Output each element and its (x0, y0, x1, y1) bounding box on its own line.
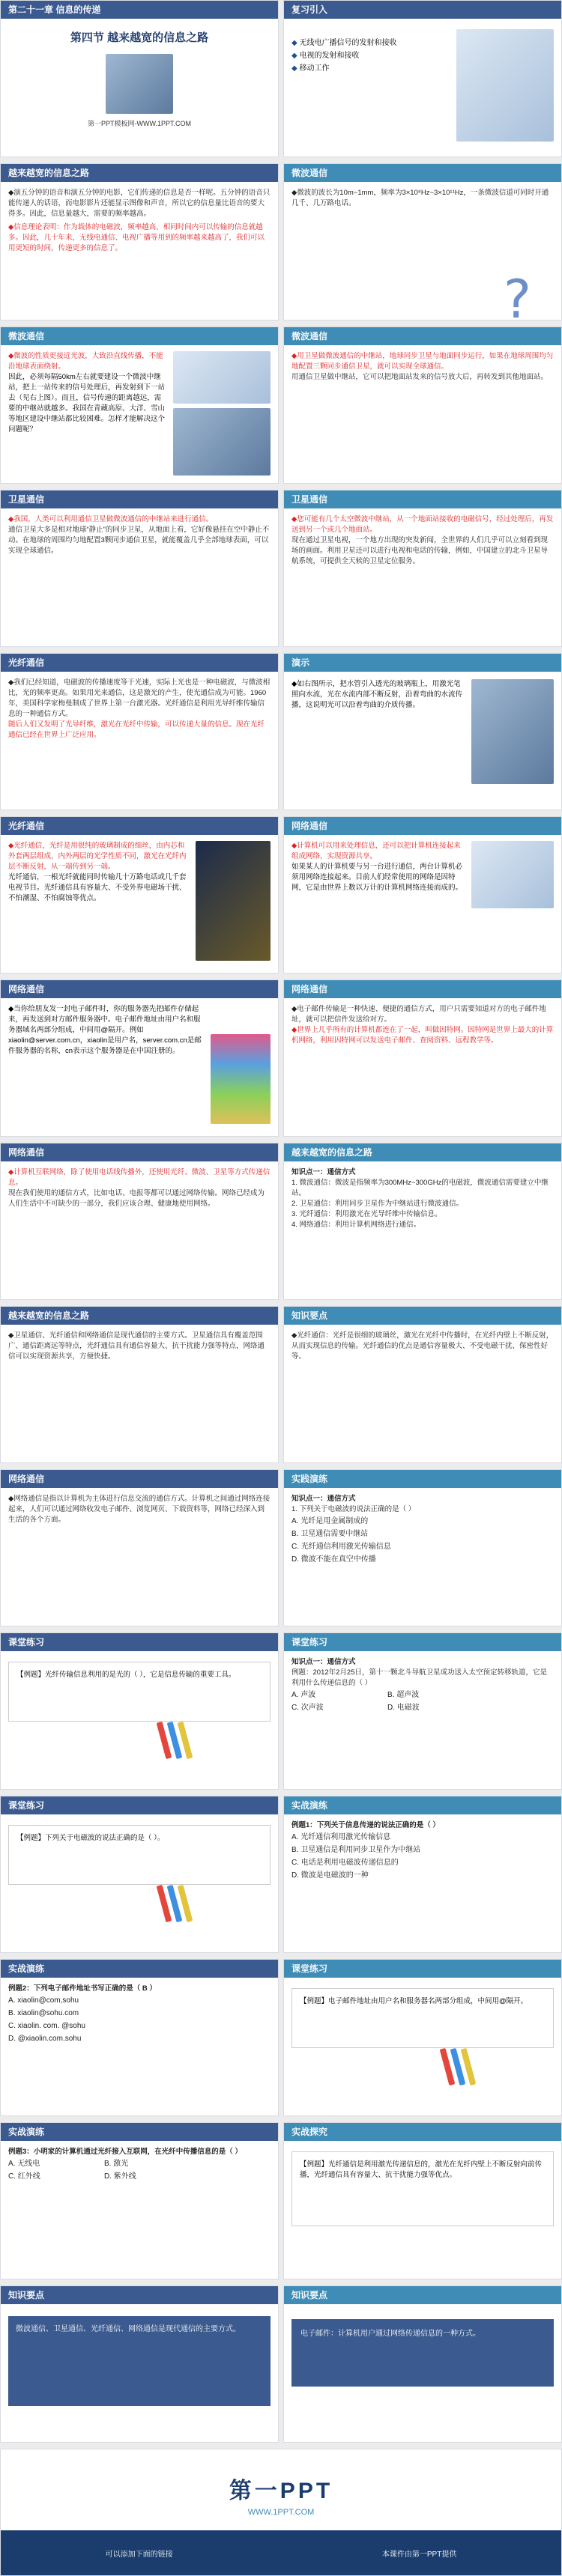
cover-image (106, 54, 173, 114)
paragraph: 用通信卫星做中继站，它可以把地面站发来的信号放大后，再转发到其他地面站。 (291, 373, 549, 381)
network-image (471, 841, 554, 908)
slide-header: 卫星通信 (1, 490, 278, 508)
highlight-paragraph: 随后人们又发明了光导纤维，激光在光纤中传输，可以传递大量的信息。现在光纤通信已经在世界上广泛应用。 (8, 720, 265, 739)
section-title: 知识点一：通信方式 (291, 1658, 356, 1666)
slide-header: 微波通信 (284, 164, 561, 182)
review-item: ◆ 电视的发射和接收 (291, 49, 450, 62)
slide-header: 网络通信 (1, 1470, 278, 1488)
summary-box (8, 2316, 271, 2406)
option: C. 电话是利用电磁波传递信息的 (291, 1859, 399, 1867)
slide-17 (0, 1306, 279, 1463)
option: A. 光纤是用金属制成的 (291, 1517, 369, 1525)
slide-9 (0, 653, 279, 810)
slide-24 (283, 1796, 562, 1953)
question: 例题：2012年2月25日，第十一颗北斗导航卫星成功送入太空预定转移轨道，它是利用什么传递信息的（ ） (291, 1668, 547, 1687)
paragraph: 微波通信、卫星通信、光纤通信、网络通信是现代通信的主要方式。 (16, 2325, 241, 2333)
slide-header: 光纤通信 (1, 817, 278, 835)
highlight-paragraph: ◆计算机可以用来处理信息，还可以把计算机连接起来组成网络，实现资源共享。 (291, 842, 461, 860)
satellite-image (456, 29, 554, 142)
exercise-card (291, 2151, 554, 2226)
exercise-card (8, 1825, 271, 1885)
review-item: ◆ 移动工作 (291, 62, 450, 75)
slide-header: 实战演练 (1, 1960, 278, 1978)
paragraph: ◆如右图所示，把水管引入透光的玻璃瓶上，用激光笔照向水流，光在水流内部不断反射，沿着弯曲的水流传播，这说明光可以沿着弯曲的介质传播。 (291, 680, 463, 709)
slide-header: 知识要点 (284, 1307, 561, 1325)
slide-header: 实践演练 (284, 1470, 561, 1488)
brand-url: WWW.1PPT.COM (247, 2508, 315, 2517)
relay-tower-image (173, 408, 271, 476)
paragraph: 【例题】光纤通信是利用激光传递信息的，激光在光纤内壁上不断反射向前传播，光纤通信具有容量大、抗干扰能力强等优点。 (300, 2160, 543, 2179)
option: C. 光纤通信利用激光传输信息 (291, 1543, 391, 1551)
slide-header: 实战演练 (1, 2123, 278, 2141)
optical-fiber-image (196, 841, 271, 961)
relay-station-image (173, 351, 271, 404)
slide-header: 卫星通信 (284, 490, 561, 508)
option: B. 卫星通信是利用同步卫星作为中继站 (291, 1846, 421, 1854)
slide-7 (0, 490, 279, 647)
option: D. @xiaolin.com.sohu (8, 2035, 82, 2043)
slide-header: 实战探究 (284, 2123, 561, 2141)
slide-header: 演示 (284, 654, 561, 672)
highlight-paragraph: ◆计算机互联网络，除了使用电话线传播外，还使用光纤、微波、卫星等方式传递信息。 (8, 1168, 271, 1187)
slide-30 (283, 2285, 562, 2443)
slide-25 (0, 1959, 279, 2116)
option: C. xiaolin. com. @sohu (8, 2022, 85, 2030)
exercise-card (291, 1988, 554, 2048)
paragraph: 【例题】光纤传输信息利用的是光的（ ），它是信息传输的重要工具。 (16, 1671, 236, 1679)
slide-3 (0, 163, 279, 321)
paragraph: 因此，必须每隔50km左右就要建设一个微波中继站，把上一站传来的信号处理后，再发射到下一站去（见右上图）。而且，信号传递的距离越远，需要的中继站就越多。我国在青藏高原、大洋、雪山等地区建设中继站都比较困难。怎样才能解决这个问题呢？ (8, 373, 166, 434)
books-image (211, 1034, 271, 1124)
option: C. 红外线 (8, 2172, 40, 2181)
slide-14 (283, 979, 562, 1137)
slide-26 (283, 1959, 562, 2116)
site-label: 第一PPT模板网-WWW.1PPT.COM (88, 120, 191, 127)
slide-header: 越来越宽的信息之路 (1, 1307, 278, 1325)
question: 例题3：小明家的计算机通过光纤接入互联网，在光纤中传播信息的是（ ） (8, 2148, 242, 2156)
footer-left[interactable]: 可以添加下面的链接 (105, 2550, 173, 2559)
paragraph: 光纤通信，一根光纤就能同时传输几十万路电话或几千套电视节目。光纤通信具有容量大、不受外界电磁场干扰、不怕潮湿、不怕腐蚀等优点。 (8, 873, 187, 902)
slide-28 (283, 2122, 562, 2279)
slide-header: 光纤通信 (1, 654, 278, 672)
slide-header: 网络通信 (1, 1143, 278, 1161)
slide-header: 课堂练习 (284, 1960, 561, 1978)
slide-header: 越来越宽的信息之路 (1, 164, 278, 182)
slide-2 (283, 0, 562, 157)
option: B. 激光 (104, 2160, 129, 2168)
demo-image (471, 679, 554, 784)
paragraph: ◆光纤通信：光纤是很细的玻璃丝，激光在光纤中传播时，在光纤内壁上不断反射，从而实现信息的传输。光纤通信的优点是通信容量极大、不受电磁干扰、保密性好等。 (291, 1331, 554, 1361)
section-title: 知识点一：通信方式 (291, 1495, 356, 1503)
slide-29 (0, 2285, 279, 2443)
paragraph: ◆卫星通信、光纤通信和网络通信是现代通信的主要方式。卫星通信具有覆盖范围广、通信距离远等特点，光纤通信具有通信容量大、抗干扰能力强等特点，网络通信可以实现资源共享，方便快捷。 (8, 1331, 265, 1361)
pencils-decoration (444, 2048, 471, 2086)
option: D. 微波不能在真空中传播 (291, 1555, 376, 1564)
option: C. 次声波 (291, 1704, 324, 1712)
option: A. xiaolin@com,sohu (8, 1996, 79, 2005)
slide-19 (0, 1469, 279, 1626)
highlight-paragraph: ◆用卫星做微波通信的中继站，地球同步卫星与地面同步运行，如果在地球周围均匀地配置三颗同步通信卫星，就可以实现全球通信。 (291, 352, 554, 371)
option: A. 无线电 (8, 2160, 40, 2168)
slide-16 (283, 1143, 562, 1300)
question: 例题1：下列关于信息传递的说法正确的是（ ） (291, 1821, 440, 1829)
pencils-decoration (161, 1722, 188, 1759)
question: 例题2：下列电子邮件地址书写正确的是（ B ） (8, 1984, 157, 1993)
slide-20 (283, 1469, 562, 1626)
paragraph: 1. 微波通信：微波是指频率为300MHz~300GHz的电磁波，微波通信需要建立中继站。 2. 卫星通信：利用同步卫星作为中继站进行微波通信。 3. 光纤通信：利用激光在光导纤维中传输信息。 4. 网络通信：利用计算机网络进行通信。 (291, 1179, 549, 1229)
slide-15 (0, 1143, 279, 1300)
option: D. 电磁波 (387, 1704, 420, 1712)
slide-18 (283, 1306, 562, 1463)
question: 1. 下列关于电磁波的说法正确的是（ ） (291, 1505, 416, 1513)
paragraph: 现在我们使用的通信方式，比如电话、电报等都可以通过网络传输。网络已经成为人们生活中不可缺少的一部分，我们应该合理、健康地使用网络。 (8, 1189, 265, 1208)
question-mark-icon: ? (503, 269, 531, 321)
paragraph: 【例题】电子邮件地址由用户名和服务器名两部分组成，中间用@隔开。 (300, 1997, 528, 2005)
slide-4 (283, 163, 562, 321)
review-item: ◆ 无线电广播信号的发射和接收 (291, 37, 450, 49)
option: B. 卫星通信需要中继站 (291, 1530, 369, 1538)
slide-header: 第二十一章 信息的传递 (1, 1, 278, 19)
slide-6 (283, 326, 562, 484)
highlight-paragraph: ◆您可能有几个太空微波中继站，从一个地面站接收的电磁信号，经过处理后，再发送到另一个或几个地面站。 (291, 515, 554, 534)
slide-1 (0, 0, 279, 157)
slide-header: 课堂练习 (1, 1796, 278, 1814)
slide-13 (0, 979, 279, 1137)
option: A. 声波 (291, 1691, 316, 1699)
paragraph: ◆当你给朋友发一封电子邮件时，你的服务器先把邮件存储起来，再发送到对方邮件服务器中。电子邮件地址由用户名和服务器域名两部分组成，中间用@隔开。例如xiaolin@server.com.cn，xiaolin是用户名，server.com.cn是邮件服务器的名称，cn表示这个服务器是在中国注册的。 (8, 1005, 202, 1055)
slide-header: 课堂练习 (284, 1633, 561, 1651)
summary-box (291, 2319, 554, 2387)
paragraph: 通信卫星大多是相对地球“静止”的同步卫星，从地面上看，它好像悬挂在空中静止不动。在地球的周围均匀地配置3颗同步通信卫星，就能覆盖几乎全部地球表面，可以实现全球通信。 (8, 526, 270, 555)
slide-header: 网络通信 (1, 980, 278, 998)
paragraph: 电子邮件：计算机用户通过网络传递信息的一种方式。 (300, 2330, 480, 2338)
highlight-paragraph: ◆世界上几乎所有的计算机都连在了一起，叫做因特网。因特网是世界上最大的计算机网络，利用因特网可以发送电子邮件、查阅资料、远程教学等。 (291, 1026, 554, 1045)
slide-header: 知识要点 (1, 2286, 278, 2304)
option: B. 超声波 (387, 1691, 420, 1699)
slide-header: 课堂练习 (1, 1633, 278, 1651)
slide-23 (0, 1796, 279, 1953)
highlight-paragraph: ◆我国，人类可以利用通信卫星做微波通信的中继站来进行通信。 (8, 515, 214, 523)
footer-right[interactable]: 本课件由第一PPT提供 (381, 2550, 457, 2559)
slide-10 (283, 653, 562, 810)
slide-21 (0, 1632, 279, 1790)
paragraph: ◆演五分钟的语音和演五分钟的电影，它们传递的信息是否一样呢。五分钟的语音只能传递人的话语，而电影影片还能显示图像和声音，所以它的信息量比语音的要大得多。因此，信息量越大，需要的频率越高。 (8, 189, 271, 218)
exercise-card (8, 1662, 271, 1722)
paragraph: ◆我们已经知道，电磁波的传播速度等于光速，实际上光也是一种电磁波，与微波相比，光的频率更高。如果用光来通信，这是激光的产生，使光通信成为可能。1960年，美国科学家梅曼制成了世界上第一台激光器。光纤通信是利用光导纤维传输信息的一种通信方式。 (8, 678, 271, 718)
footer-bar (1, 2530, 561, 2575)
slide-27 (0, 2122, 279, 2279)
highlight-paragraph: ◆信息理论表明：作为载体的电磁波，频率越高，相同时间内可以传输的信息就越多。因此，几十年来，无线电通信、电视广播等用到的频率越来越高了，我们可以用更短的时间，传递更多的信息了。 (8, 223, 265, 252)
slide-22 (283, 1632, 562, 1790)
slide-header: 实战演练 (284, 1796, 561, 1814)
slide-header: 知识要点 (284, 2286, 561, 2304)
paragraph: ◆网络通信是指以计算机为主体进行信息交流的通信方式。计算机之间通过网络连接起来，人们可以通过网络收发电子邮件、浏览网页、下载资料等，网络已经深入到生活的各个方面。 (8, 1495, 271, 1524)
slide-5 (0, 326, 279, 484)
brand-logo: 第一PPT (229, 2479, 333, 2503)
option: D. 微波是电磁波的一种 (291, 1871, 369, 1880)
slide-11 (0, 816, 279, 973)
section-title: 知识点一：通信方式 (291, 1168, 356, 1176)
paragraph: ◆微波的波长为10m~1mm，频率为3×10⁸Hz~3×10¹¹Hz，一条微波信道可同时开通几千、几万路电话。 (291, 189, 549, 207)
paragraph: 如果某人的计算机要与另一台进行通信，两台计算机必须用网络连接起来。目前人们经常使用的网络是因特网，它是由世界上数以万计的计算机网络连接而成的。 (291, 863, 463, 892)
slide-header: 复习引入 (284, 1, 561, 19)
option: B. xiaolin@sohu.com (8, 2009, 79, 2017)
brand-slide (0, 2449, 562, 2576)
slide-8 (283, 490, 562, 647)
highlight-paragraph: ◆微波的性质更接近光波，大致沿直线传播，不能沿地球表面绕射。 (8, 352, 163, 371)
pencils-decoration (161, 1885, 188, 1922)
paragraph: 现在通过卫星电视，一个地方出现的突发新闻，全世界的人们几乎可以立刻看到现场的画面。利用卫星还可以进行电视和电话的传输，例如，中国建立的北斗卫星导航系统，可提供全天候的卫星定位服务。 (291, 536, 549, 565)
option: D. 紫外线 (104, 2172, 136, 2181)
slide-header: 微波通信 (284, 327, 561, 345)
highlight-paragraph: ◆光纤通信，光纤是用很纯的玻璃制成的细丝，由内芯和外套两层组成，内外两层的光学性质不同，激光在光纤内层不断反射，从一端传到另一端。 (8, 842, 187, 871)
paragraph: 【例题】下列关于电磁波的说法正确的是（ ）。 (16, 1834, 165, 1842)
slide-header: 网络通信 (284, 817, 561, 835)
slide-header: 网络通信 (284, 980, 561, 998)
option: A. 光纤通信利用激光传输信息 (291, 1833, 391, 1841)
slide-12 (283, 816, 562, 973)
slide-header: 微波通信 (1, 327, 278, 345)
page-title: 第四节 越来越宽的信息之路 (70, 31, 209, 44)
paragraph: ◆电子邮件传输是一种快速、便捷的通信方式，用户只需要知道对方的电子邮件地址，就可以把信件发送给对方。 (291, 1005, 546, 1024)
slide-header: 越来越宽的信息之路 (284, 1143, 561, 1161)
